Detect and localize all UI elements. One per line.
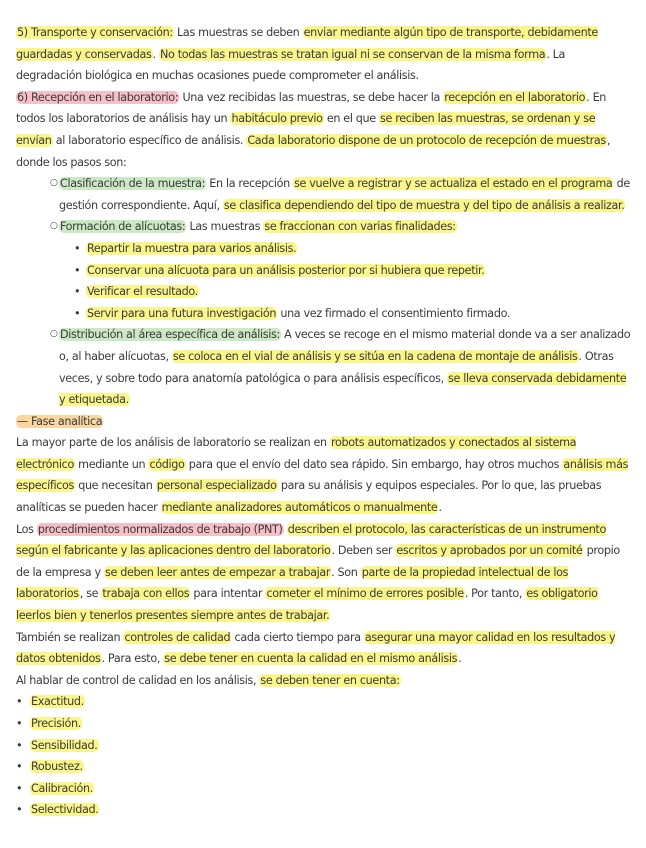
paragraph-calidad: También se realizan controles de calidad cada cierto tiempo para asegurar una mayor calidad en los resultados y datos obtenidos. Para esto, se debe tener en cuenta la calidad en el mismo análisis. [16, 630, 616, 666]
sub-list-item: • Conservar una alícuota para un análisis posterior por si hubiera que repetir. [16, 260, 632, 282]
bullet-icon: • [16, 803, 23, 817]
sub-list-item: • Verificar el resultado. [16, 281, 632, 303]
bullet-icon: • [74, 241, 81, 255]
section-5-title: 5) Transporte y conservación: [17, 26, 173, 39]
list-item: • Robustez. [16, 756, 632, 778]
list-item: • Calibración. [16, 778, 632, 800]
bullet-icon: • [16, 781, 23, 795]
circle-bullet-icon: ○ [50, 329, 58, 340]
fase-analitica-title: — Fase analítica [17, 414, 103, 428]
bullet-icon: • [16, 738, 23, 752]
fase-analitica-heading [16, 411, 632, 433]
bullet-icon: • [16, 695, 23, 709]
paragraph-robots: La mayor parte de los análisis de laboratorio se realizan en robots automatizados y conectados al sistema electrónico mediante un código para que el envío del dato sea rápido. Sin embargo, hay otros muchos análisis más específicos que necesitan personal especializado para su análisis y equipos especiales. Por lo que, las pruebas analíticas se pueden hacer mediante analizadores automáticos o manualmente. [16, 436, 629, 515]
bullet-icon: • [74, 263, 81, 277]
sub-list-item: • Servir para una futura investigación una vez firmado el consentimiento firmado. [16, 303, 632, 325]
section-6-title: 6) Recepción en el laboratorio: [17, 90, 179, 104]
bullet-icon: • [74, 306, 81, 320]
list-item-clasificacion: ○ Clasificación de la muestra: En la recepción se vuelve a registrar y se actualiza el estado en el programa de gestión correspondiente. Aquí, se clasifica dependiendo del tipo de muestra y del tipo de análisis a realizar. [16, 173, 632, 216]
clasificacion-title: Clasificación de la muestra: [60, 177, 206, 191]
circle-bullet-icon: ○ [50, 221, 58, 232]
list-item: • Exactitud. [16, 691, 632, 713]
list-item: • Selectividad. [16, 799, 632, 821]
section-5-paragraph: 5) Transporte y conservación: Las muestras se deben enviar mediante algún tipo de transporte, debidamente guardadas y conservadas. No todas las muestras se tratan igual ni se conservan de la misma forma. La degradación biológica en muchas ocasiones puede comprometer el análisis. [16, 26, 598, 83]
sub-list-item: • Repartir la muestra para varios análisis. [16, 238, 632, 260]
bullet-icon: • [74, 285, 81, 299]
paragraph-pnt: Los procedimientos normalizados de trabajo (PNT) describen el protocolo, las características de un instrumento según el fabricante y las aplicaciones dentro del laboratorio. Deben ser escritos y aprobados por un comité propio de la empresa y se deben leer antes de empezar a trabajar. Son parte de la propiedad intelectual de los laboratorios, se trabaja con ellos para intentar cometer el mínimo de errores posible. Por tanto, es obligatorio leerlos bien y tenerlos presentes siempre antes de trabajar. [16, 522, 620, 623]
paragraph-control: Al hablar de control de calidad en los análisis, se deben tener en cuenta: [16, 673, 400, 687]
list-item: • Precisión. [16, 713, 632, 735]
section-6-paragraph: 6) Recepción en el laboratorio: Una vez recibidas las muestras, se debe hacer la recepción en el laboratorio. En todos los laboratorios de análisis hay un habitáculo previo en el que se reciben las muestras, se ordenan y se envían al laboratorio específico de análisis. Cada laboratorio dispone de un protocolo de recepción de muestras, donde los pasos son: [16, 90, 611, 169]
circle-bullet-icon: ○ [50, 178, 58, 189]
bullet-icon: • [16, 760, 23, 774]
bullet-icon: • [16, 717, 23, 730]
list-item-alicuotas: ○ Formación de alícuotas: Las muestras se fraccionan con varias finalidades: [16, 216, 632, 238]
list-item: • Sensibilidad. [16, 735, 632, 757]
pnt-term: procedimientos normalizados de trabajo (PNT) [37, 522, 283, 536]
list-item-distribucion: ○ Distribución al área específica de análisis: A veces se recoge en el mismo material donde va a ser analizado o, al haber alícuotas, se coloca en el vial de análisis y se sitúa en la cadena de montaje de análisis. Otras veces, y sobre todo para anatomía patológica o para análisis específicos, se lleva conservada debidamente y etiquetada. [16, 324, 632, 410]
alicuotas-title: Formación de alícuotas: [60, 220, 186, 234]
distribucion-title: Distribución al área específica de análisis: [60, 328, 280, 342]
